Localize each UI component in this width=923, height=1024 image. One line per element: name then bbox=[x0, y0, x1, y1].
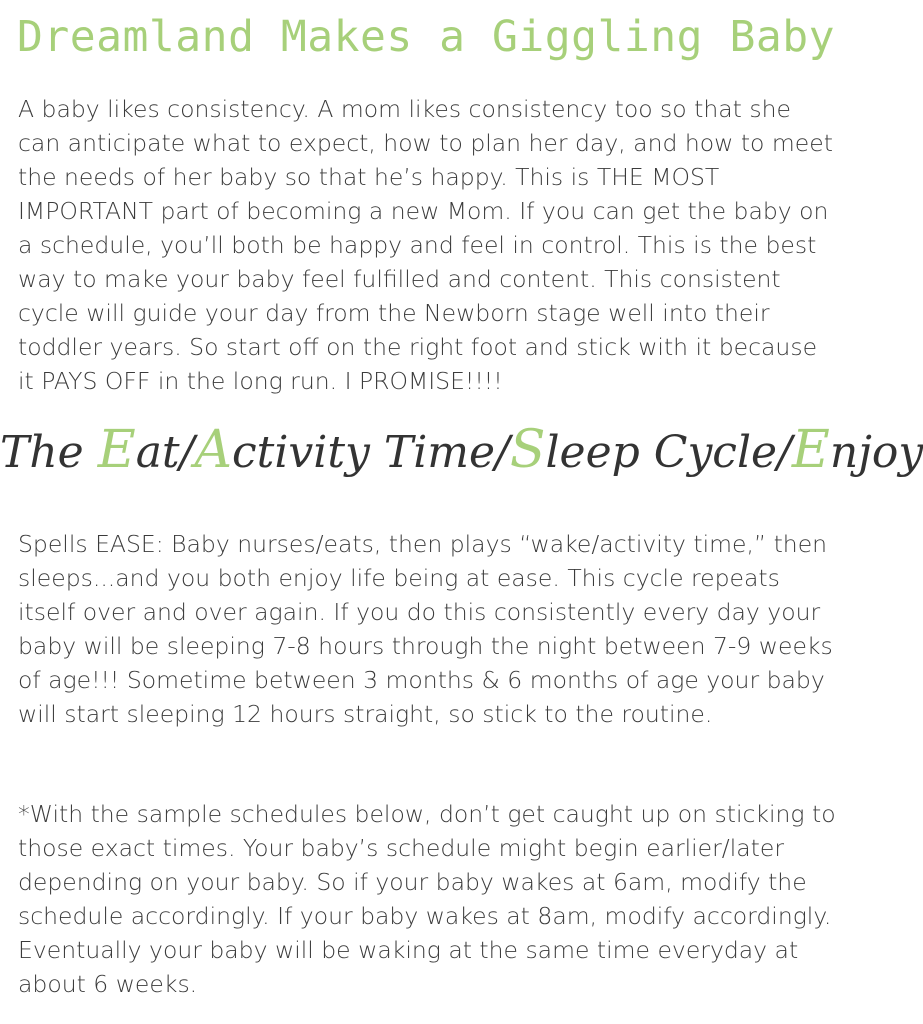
cycle-heading bbox=[0, 420, 923, 480]
cycle-letter-a-activity: A bbox=[194, 420, 232, 480]
page-title: Dreamland Makes a Giggling Baby bbox=[16, 12, 836, 62]
schedule-note-paragraph: *With the sample schedules below, don’t get caught up on sticking to those exact times. Your baby’s schedule might begin earlier/later depending on your baby. So if your baby wakes at 6am, modify the schedule accordingly. If your baby wakes at 8am, modify accordingly. Eventually your baby will be waking at the same time everyday at about 6 weeks. bbox=[18, 800, 836, 998]
cycle-word-sleep: leep Cycle/ bbox=[545, 427, 792, 478]
cycle-letter-e-enjoy: E bbox=[791, 420, 830, 480]
intro-paragraph: A baby likes consistency. A mom likes consistency too so that she can anticipate what to expect, how to plan her day, and how to meet the needs of her baby so that he’s happy. This is THE MOST IMPORTANT part of becoming a new Mom. If you can get the baby on a schedule, you’ll both be happy and feel in control. This is the best way to make your baby feel fulfilled and content. This consistent cycle will guide your day from the Newborn stage well into their toddler years. So start off on the right foot and stick with it because it PAYS OFF in the long run. I PROMISE!!!! bbox=[18, 95, 833, 395]
cycle-word-eat: at/ bbox=[135, 427, 195, 478]
cycle-letter-e-eat: E bbox=[97, 420, 136, 480]
cycle-word-activity: ctivity Time/ bbox=[232, 427, 510, 478]
cycle-letter-s-sleep: S bbox=[509, 420, 546, 480]
ease-paragraph: Spells EASE: Baby nurses/eats, then plays “wake/activity time,” then sleeps...and you both enjoy life being at ease. This cycle repeats itself over and over again. If you do this consistently every day your baby will be sleeping 7-8 hours through the night between 7-9 weeks of age!!! Sometime between 3 months & 6 months of age your baby will start sleeping 12 hours straight, so stick to the routine. bbox=[18, 530, 833, 728]
cycle-heading-prefix: The bbox=[0, 427, 98, 478]
cycle-word-enjoy: njoy bbox=[829, 427, 923, 478]
